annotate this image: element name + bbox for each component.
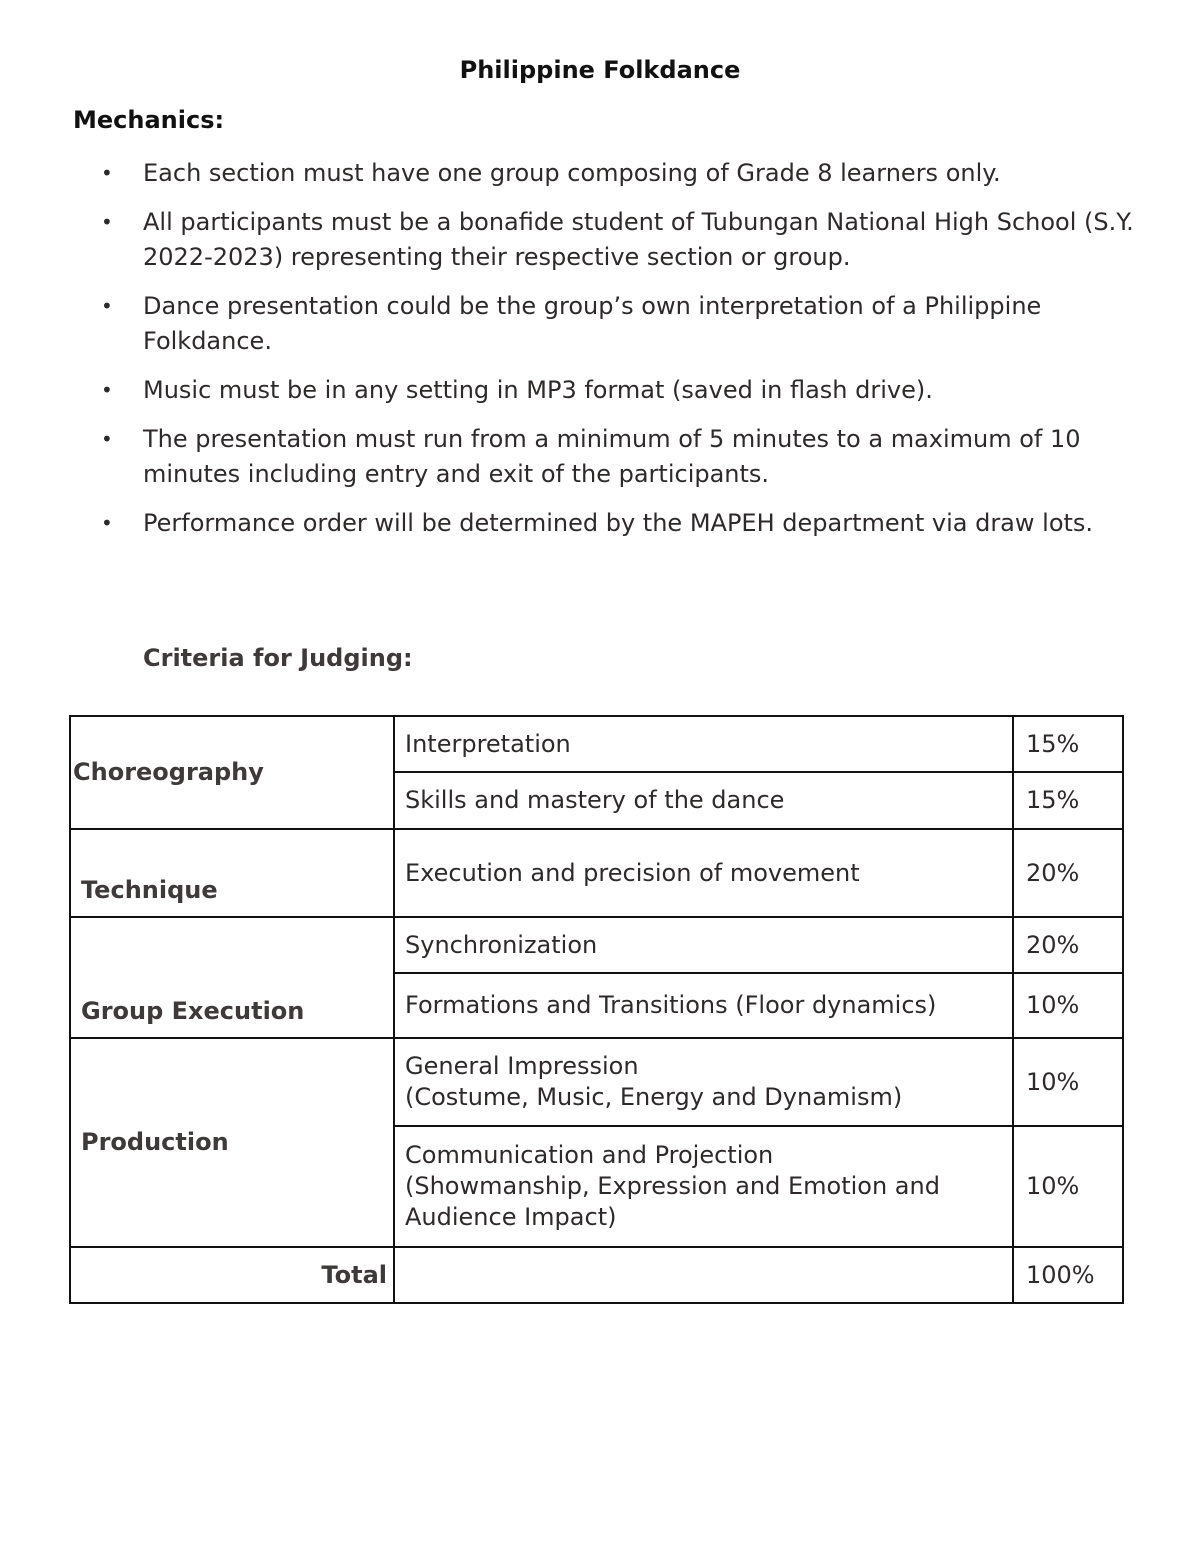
percent-cell: 20%: [1013, 917, 1123, 973]
list-item-text: The presentation must run from a minimum of 5 minutes to a maximum of 10 minutes including entry and exit of the participants.: [143, 425, 1081, 488]
table-row: [70, 1038, 1123, 1126]
criterion-title: General Impression: [405, 1052, 639, 1080]
table-row: [70, 829, 1123, 917]
list-item: [0, 506, 1140, 541]
category-cell: Group Execution: [70, 917, 394, 1038]
criterion-cell: Execution and precision of movement: [394, 829, 1013, 917]
list-item: [0, 205, 1140, 275]
criterion-cell: [394, 1038, 1013, 1126]
percent-cell: 15%: [1013, 716, 1123, 772]
criteria-heading: Criteria for Judging:: [143, 644, 413, 672]
document-title: Philippine Folkdance: [459, 56, 741, 84]
percent-cell: 20%: [1013, 829, 1123, 917]
criterion-cell: Interpretation: [394, 716, 1013, 772]
criteria-table: [69, 715, 1124, 1304]
percent-cell: 15%: [1013, 772, 1123, 829]
percent-cell: 10%: [1013, 973, 1123, 1038]
list-item: [0, 289, 1140, 359]
table-row: [70, 917, 1123, 973]
bullet-icon: •: [101, 378, 113, 402]
bullet-icon: •: [101, 294, 113, 318]
empty-cell: [394, 1247, 1013, 1303]
list-item-text: Music must be in any setting in MP3 format (saved in flash drive).: [143, 376, 933, 404]
list-item: [0, 422, 1140, 492]
list-item-text: Dance presentation could be the group’s own interpretation of a Philippine Folkdance.: [143, 292, 1042, 355]
criterion-cell: Synchronization: [394, 917, 1013, 973]
list-item: [0, 156, 1140, 191]
bullet-icon: •: [101, 427, 113, 451]
category-cell: Choreography: [70, 716, 394, 829]
criterion-cell: Skills and mastery of the dance: [394, 772, 1013, 829]
list-item-text: Each section must have one group composing of Grade 8 learners only.: [143, 159, 1001, 187]
criterion-detail: (Costume, Music, Energy and Dynamism): [405, 1083, 903, 1111]
bullet-icon: •: [101, 210, 113, 234]
mechanics-heading: Mechanics:: [73, 106, 225, 134]
percent-cell: 10%: [1013, 1126, 1123, 1247]
total-row: [70, 1247, 1123, 1303]
criterion-title: Communication and Projection: [405, 1141, 774, 1169]
list-item-text: All participants must be a bonafide student of Tubungan National High School (S.Y. 2022-2023) representing their respective section or group.: [143, 208, 1134, 271]
table-row: [70, 716, 1123, 772]
criterion-cell: [394, 1126, 1013, 1247]
list-item-text: Performance order will be determined by the MAPEH department via draw lots.: [143, 509, 1094, 537]
percent-cell: 10%: [1013, 1038, 1123, 1126]
total-percent: 100%: [1013, 1247, 1123, 1303]
bullet-icon: •: [101, 511, 113, 535]
total-label: Total: [70, 1247, 394, 1303]
mechanics-list: [0, 156, 1140, 555]
category-cell: Technique: [70, 829, 394, 917]
criterion-cell: Formations and Transitions (Floor dynamics): [394, 973, 1013, 1038]
list-item: [0, 373, 1140, 408]
category-cell: Production: [70, 1038, 394, 1247]
bullet-icon: •: [101, 161, 113, 185]
criterion-detail: (Showmanship, Expression and Emotion and Audience Impact): [405, 1172, 940, 1231]
